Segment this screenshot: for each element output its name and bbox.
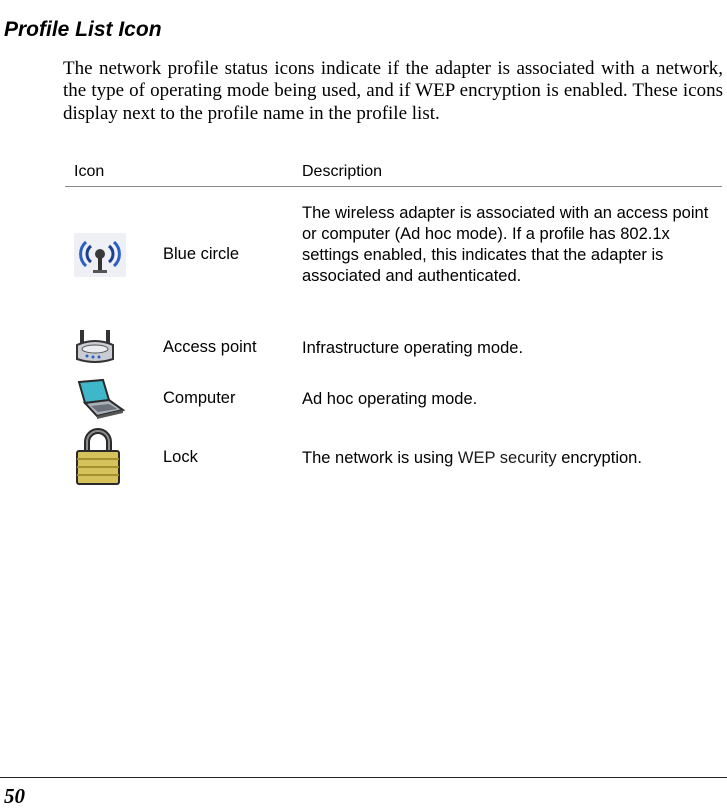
row-description-lock: [302, 448, 712, 469]
row-label-lock: Lock: [163, 448, 198, 466]
row-label-access-point: Access point: [163, 338, 257, 356]
computer-icon: [73, 376, 127, 422]
footer-divider: [0, 777, 727, 778]
lock-description-suffix: encryption.: [556, 449, 642, 467]
header-divider: [65, 186, 722, 187]
section-title: Profile List Icon: [4, 18, 162, 41]
page-number: 50: [4, 784, 25, 808]
wep-security-term: WEP security: [457, 449, 557, 467]
lock-description-prefix: The network is using: [302, 449, 458, 467]
column-header-description: Description: [302, 163, 383, 180]
blue-circle-icon: [73, 232, 127, 278]
access-point-icon: [73, 327, 117, 367]
row-description-access-point: Infrastructure operating mode.: [302, 339, 524, 357]
row-description-computer: Ad hoc operating mode.: [302, 390, 478, 408]
row-label-computer: Computer: [163, 389, 236, 407]
row-description-blue-circle: The wireless adapter is associated with an access point or computer (Ad hoc mode). If a profile has 802.1x settings enabled, this indicates that the adapter is associated and authenticated.: [302, 204, 709, 285]
lock-icon: [73, 428, 123, 486]
column-header-icon: Icon: [74, 163, 105, 180]
row-label-blue-circle: Blue circle: [163, 245, 240, 263]
intro-paragraph: The network profile status icons indicate if the adapter is associated with a network, the type of operating mode being used, and if WEP encryption is enabled. These icons display next to the profile name in the profile list.: [63, 58, 723, 124]
